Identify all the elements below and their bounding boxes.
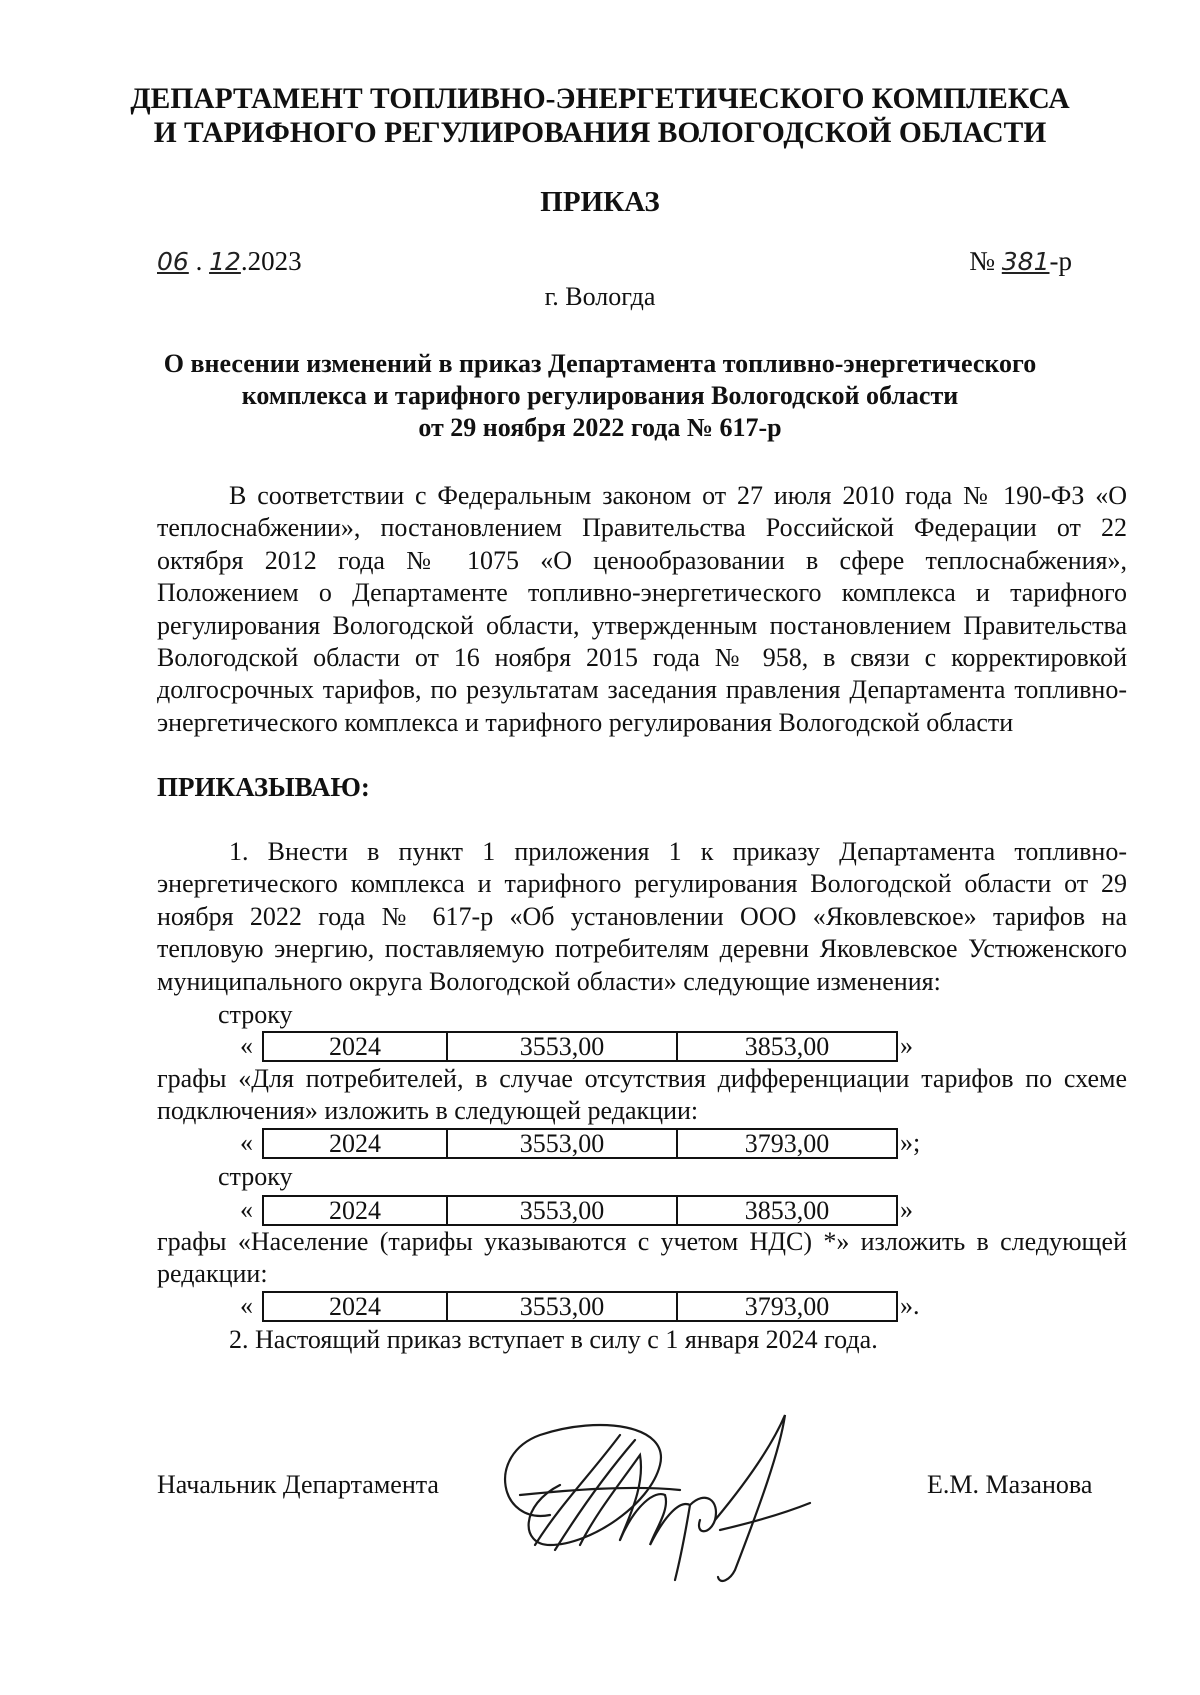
order-date: 06 . 12.2023 (157, 246, 302, 276)
document-page: ДЕПАРТАМЕНТ ТОПЛИВНО-ЭНЕРГЕТИЧЕСКОГО КОМПЛЕКСА И ТАРИФНОГО РЕГУЛИРОВАНИЯ ВОЛОГОДСКОЙ ОБЛАСТИ ПРИКАЗ 06 . 12.2023 № 381-р г. Вологда О внесении изменений в приказ Департамента топливно-энергетического комплекса и тарифного регулирования Вологодской области от 29 ноября 2022 года № 617-р В соответствии с Федеральным законом от 27 июля 2010 года № 190-ФЗ «О теплоснабжении», постановлением Правительства Российской Федерации от 22 октября 2012 года № 1075 «О ценообразовании в сфере теплоснабжения», Положением о Департаменте топливно-энергетического комплекса и тарифного регулирования Вологодской области, утвержденным постановлением Правительства Вологодской области от 16 ноября 2015 года № 958, в связи с корректировкой долгосрочных тарифов, по результатам заседания правления Департамента топливно-энергетического комплекса и тарифного регулирования Вологодской области ПРИКАЗЫВАЮ: 1. Внести в пункт 1 приложения 1 к приказу Департамента топливно-энергетического комплекса и тарифного регулирования Вологодской области от 29 ноября 2022 года № 617-р «Об установлении ООО «Яковлевское» тарифов на тепловую энергию, поставляемую потребителям деревни Яковлевское Устюженского муниципального округа Вологодской области» следующие изменения: строку « 2024 3553,00 3853,00 » графы «Для потребителей, в случае отсутствия дифференциации тарифов по схеме подключения» изложить в следующей редакции: « 2024 3553,00 3793,00 »; строку « 2024 3553,00 3853,00 » графы «Население (тарифы указываются с учетом НДС) *» изложить в следующей редакции: « 2024 3553,00 3793,00 ». 2. Настоящий приказ вступает в силу с 1 января 2024 года. Начальник Департамента Е.М. Мазанова (0, 0, 1200, 1695)
tariff-cells (262, 1291, 898, 1322)
number-suffix: -р (1049, 246, 1072, 276)
tariff-cell-2: 3793,00 (744, 1129, 830, 1158)
year-cell: 2024 (264, 1197, 448, 1224)
year-cell: 2024 (264, 1130, 448, 1157)
city: г. Вологда (544, 282, 656, 311)
signatory-name: Е.М. Мазанова (927, 1470, 1093, 1499)
tariff-cells (262, 1195, 898, 1226)
tariff-cell-2: 3793,00 (744, 1292, 830, 1321)
tariff-cells (262, 1128, 898, 1159)
signatory-position: Начальник Департамента (157, 1470, 439, 1499)
order-directive: ПРИКАЗЫВАЮ: (157, 772, 370, 802)
tariff-cell-1: 3553,00 (448, 1293, 678, 1320)
tariff-cell-1: 3553,00 (448, 1033, 678, 1060)
graph-2-text: графы «Население (тарифы указываются с учетом НДС) *» изложить в следующей редакции: (157, 1227, 1127, 1289)
tariff-cell-2: 3853,00 (744, 1032, 830, 1061)
year-cell: 2024 (264, 1293, 448, 1320)
year-cell: 2024 (264, 1033, 448, 1060)
date-day: 06 (157, 247, 189, 276)
order-subject (140, 348, 1060, 444)
header-line-2: И ТАРИФНОГО РЕГУЛИРОВАНИЯ ВОЛОГОДСКОЙ ОБЛАСТИ (153, 117, 1047, 149)
tariff-cell-2: 3853,00 (744, 1196, 830, 1225)
tariff-cell-1: 3553,00 (448, 1197, 678, 1224)
graph-1-text: графы «Для потребителей, в случае отсутствия дифференциации тарифов по схеме подключения» изложить в следующей редакции: (157, 1064, 1127, 1126)
row-label-1: строку (218, 1000, 293, 1029)
date-year: .2023 (240, 246, 302, 276)
number-prefix: № (969, 246, 1002, 276)
subject-line-3: от 29 ноября 2022 года № 617-р (418, 413, 782, 442)
handwritten-signature (480, 1395, 860, 1595)
row-label-2: строку (218, 1162, 293, 1191)
department-header (120, 82, 1080, 150)
tariff-cells (262, 1031, 898, 1062)
tariff-cell-1: 3553,00 (448, 1130, 678, 1157)
subject-line-2: комплекса и тарифного регулирования Вологодской области (241, 381, 959, 410)
number-value: 381 (1001, 247, 1050, 276)
order-number (969, 246, 1072, 277)
date-month: 12 (209, 247, 241, 276)
preamble-paragraph: В соответствии с Федеральным законом от 27 июля 2010 года № 190-ФЗ «О теплоснабжении», постановлением Правительства Российской Федерации от 22 октября 2012 года № 1075 «О ценообразовании в сфере теплоснабжения», Положением о Департаменте топливно-энергетического комплекса и тарифного регулирования Вологодской области, утвержденным постановлением Правительства Вологодской области от 16 ноября 2015 года № 958, в связи с корректировкой долгосрочных тарифов, по результатам заседания правления Департамента топливно-энергетического комплекса и тарифного регулирования Вологодской области (157, 481, 1127, 737)
header-line-1: ДЕПАРТАМЕНТ ТОПЛИВНО-ЭНЕРГЕТИЧЕСКОГО КОМПЛЕКСА (130, 83, 1070, 115)
document-title: ПРИКАЗ (540, 186, 660, 218)
item-2-paragraph: 2. Настоящий приказ вступает в силу с 1 января 2024 года. (229, 1325, 878, 1354)
item-1-paragraph: 1. Внести в пункт 1 приложения 1 к приказу Департамента топливно-энергетического комплекса и тарифного регулирования Вологодской области от 29 ноября 2022 года № 617-р «Об установлении ООО «Яковлевское» тарифов на тепловую энергию, поставляемую потребителям деревни Яковлевское Устюженского муниципального округа Вологодской области» следующие изменения: (157, 837, 1127, 996)
subject-line-1: О внесении изменений в приказ Департамента топливно-энергетического (163, 349, 1037, 378)
